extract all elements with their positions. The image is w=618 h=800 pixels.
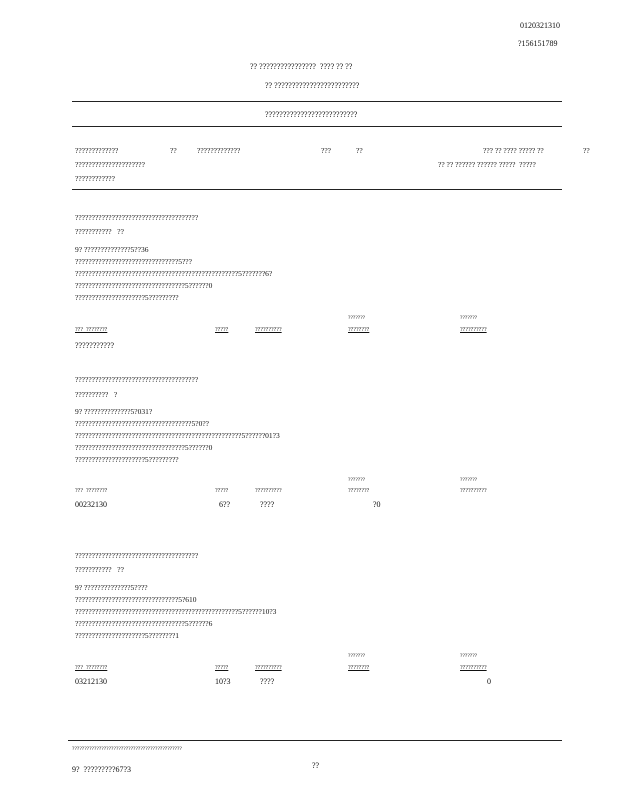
column-header-1: ??? ???????? (75, 488, 108, 494)
record-heading: ????????????????????????????????????? (75, 213, 199, 222)
document-title: ?? ???????????????? ???? ?? ?? (250, 62, 353, 71)
column-header-2: ????? (215, 665, 229, 671)
column-header-5a: ??????? (460, 315, 478, 321)
record-line: ?????????????????????????????????????????????????5??????10?3 (75, 607, 277, 616)
record-line: ?????????????????????????????????5??????0 (75, 443, 213, 452)
record-line: ???????????????????????????????5??? (75, 257, 192, 266)
info-field-2: ?? (170, 146, 177, 155)
info-field-8: ????????????????????? (75, 160, 145, 169)
footer-rule (68, 740, 562, 741)
table-row-cell-1: 00232130 (75, 500, 107, 509)
footer-summary: 9? ?????????67?3 (72, 765, 132, 774)
column-header-5b: ?????????? (460, 665, 487, 671)
column-header-4b: ???????? (348, 327, 370, 333)
column-header-4b: ???????? (348, 488, 370, 494)
record-heading: ????????????????????????????????????? (75, 551, 199, 560)
info-field-6: ??? ?? ???? ????? ?? (483, 146, 544, 155)
column-header-3: ?????????? (255, 665, 282, 671)
record-line: 9? ??????????????5???? (75, 583, 148, 592)
column-header-3: ?????????? (255, 327, 282, 333)
table-row-cell-2: 10?3 (215, 677, 231, 686)
info-rule (72, 189, 562, 190)
column-header-4a: ??????? (348, 477, 366, 483)
table-row-cell-4: ?0 (373, 500, 381, 509)
section-heading: ?????????????????????????? (265, 110, 358, 119)
table-row-cell-5: 0 (487, 677, 491, 686)
column-header-5b: ?????????? (460, 488, 487, 494)
record-subheading: ??????????? ?? (75, 565, 124, 574)
info-field-4: ??? (321, 146, 331, 155)
record-line: ?????????????????????????????????????????????????5???????6? (75, 269, 273, 278)
column-header-4a: ??????? (348, 653, 366, 659)
record-line: ?????????????????????????????????5??????0 (75, 281, 213, 290)
record-line: ?????????????????????????????????5??????6 (75, 619, 213, 628)
table-row-cell-1: 03212130 (75, 677, 107, 686)
record-line: ?????????????????????5????????1 (75, 631, 180, 640)
header-rule-bottom (72, 126, 562, 127)
record-line: 9? ??????????????5?031? (75, 407, 153, 416)
column-header-2: ????? (215, 327, 229, 333)
table-row-cell-3: ???? (260, 500, 275, 509)
table-row-cell-3: ???? (260, 677, 275, 686)
column-header-1: ??? ???????? (75, 327, 108, 333)
document-subtitle: ?? ???????????????????????? (265, 81, 360, 90)
record-line: ?????????????????????5????????? (75, 293, 179, 302)
column-header-4a: ??????? (348, 315, 366, 321)
info-field-5: ?? (356, 146, 363, 155)
column-header-5a: ??????? (460, 477, 478, 483)
record-line: ???????????????????????????????????5?0?? (75, 419, 209, 428)
reference-number-2: ?156151789 (518, 39, 558, 48)
record-line: 9? ??????????????5??36 (75, 245, 149, 254)
column-header-5a: ??????? (460, 653, 478, 659)
info-field-7: ?? (583, 146, 590, 155)
info-field-3: ????????????? (197, 146, 241, 155)
info-field-9: ?? ?? ?????? ?????? ????? ????? (438, 160, 536, 169)
column-header-1: ??? ???????? (75, 665, 108, 671)
record-line: ???????????????????????????????5?610 (75, 595, 197, 604)
page-number: ?? (312, 761, 320, 770)
column-header-3: ?????????? (255, 488, 282, 494)
column-header-2: ????? (215, 488, 229, 494)
reference-number-1: 0120321310 (520, 21, 560, 30)
info-field-1: ????????????? (75, 146, 119, 155)
header-rule-top (72, 101, 562, 102)
record-line: ?????????????????????5????????? (75, 455, 179, 464)
column-header-4b: ???????? (348, 665, 370, 671)
record-heading: ????????????????????????????????????? (75, 375, 199, 384)
record-subheading: ?????????? ? (75, 390, 118, 399)
record-subheading: ??????????? ?? (75, 227, 124, 236)
column-header-5b: ?????????? (460, 327, 487, 333)
table-row-cell-2: 6?? (219, 500, 231, 509)
table-row-cell-1: ??????????? (75, 341, 115, 350)
info-field-10: ???????????? (75, 174, 115, 183)
footer-note: ????????????????????????????????????????????? (72, 746, 182, 752)
record-line: ??????????????????????????????????????????????????5??????01?3 (75, 431, 280, 440)
